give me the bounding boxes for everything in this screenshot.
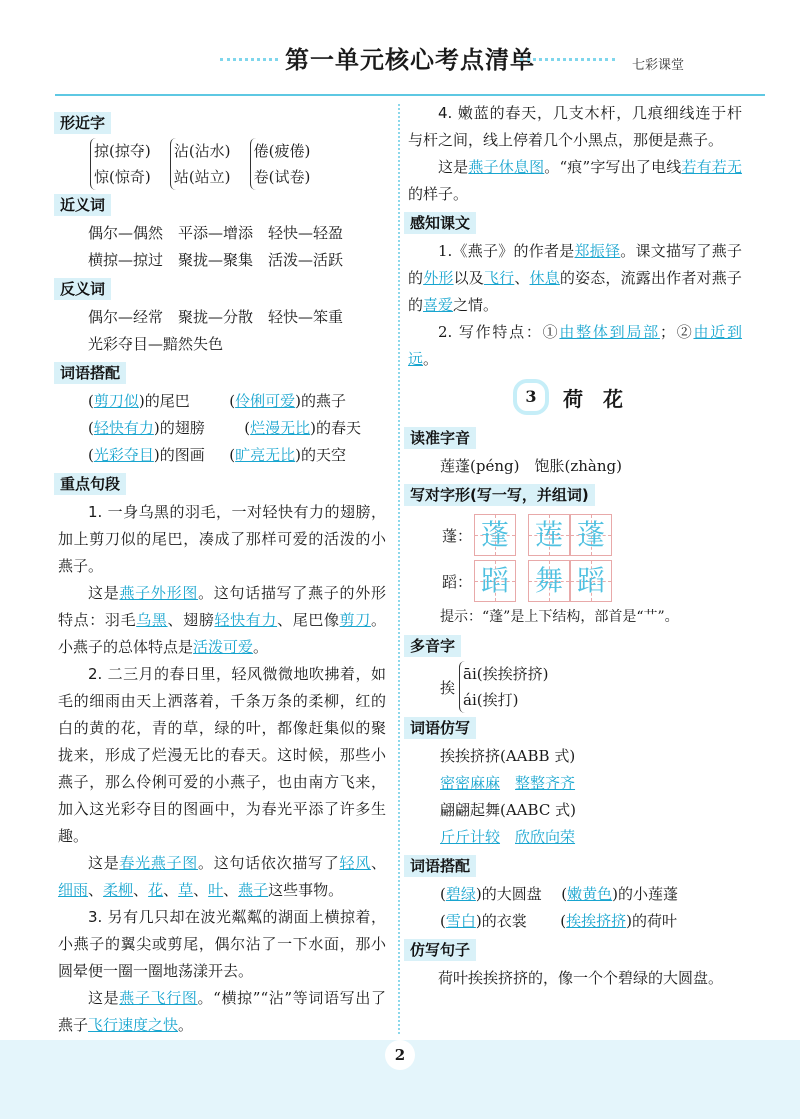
grid-label: 蹈： [442,572,473,591]
answer: 碧绿 [445,885,476,903]
answer: 剪刀似 [93,392,139,410]
answer: 燕子 [238,881,269,899]
pattern-answers [408,824,742,851]
collocation-row: (碧绿)的大圆盘 (嫩黄色)的小莲蓬 [440,885,679,903]
collocation-row: (光彩夺目)的图画 (旷亮无比)的天空 [88,446,347,464]
answer: 外形 [423,269,454,287]
answer: 燕子外形图 [119,584,199,602]
answer: 雪白 [445,912,476,930]
analysis: 这是燕子休息图。“痕”字写出了电线若有若无的样子。 [408,158,742,203]
char-pair [90,138,151,190]
answer: 整整齐齐 [515,774,576,792]
answer: 剪刀 [339,611,371,629]
left-column [58,108,386,1039]
lesson-heading [513,379,742,415]
brand-label: 七彩课堂 [632,58,685,73]
answer: 轻快有力 [93,419,154,437]
char-item: 卷(试卷) [253,168,311,186]
section-title: 重点句段 [54,473,126,495]
right-column [408,100,742,992]
char-item: 掠(掠夺) [94,142,151,160]
answer: 休息 [529,269,560,287]
answer: 燕子飞行图 [119,989,198,1007]
section-title: 仿写句子 [404,939,476,961]
writing-box: 蓬 [570,514,612,556]
collocation-row: (轻快有力)的翅膀 (烂漫无比)的春天 [88,419,362,437]
analysis: 这是燕子外形图。这句话描写了燕子的外形特点：羽毛乌黑、翅膀轻快有力、尾巴像剪刀。小燕子的总体特点是活泼可爱。 [58,584,386,656]
answer: 花 [148,881,164,899]
section-title: 词语搭配 [54,362,126,384]
answer: 轻快有力 [214,611,278,629]
answer: 伶俐可爱 [235,392,296,410]
answer: 郑振铎 [574,242,621,260]
section-title: 多音字 [404,635,461,657]
polyphone-readings [459,661,548,713]
analysis: 1.《燕子》的作者是郑振铎。课文描写了燕子的外形以及飞行、休息的姿态，流露出作者对燕子的喜爱之情。 [408,242,742,314]
answer: 叶 [208,881,224,899]
answer: 柔柳 [103,881,134,899]
writing-box: 莲 [528,514,570,556]
writing-box: 蹈 [474,560,516,602]
answer: 旷亮无比 [235,446,296,464]
answer: 由整体到局部 [559,323,660,341]
answer: 若有若无 [681,158,742,176]
answer: 飞行速度之快 [88,1016,179,1034]
pattern-answers [408,770,742,797]
analysis: 这是燕子飞行图。“横掠”“沾”等词语写出了燕子飞行速度之快。 [58,989,386,1034]
similar-char-groups [90,138,386,190]
lesson-title: 荷 花 [563,386,623,411]
char-item: 沾(沾水) [173,142,231,160]
collocation-row: (剪刀似)的尾巴 (伶俐可爱)的燕子 [88,392,347,410]
analysis: 2. 写作特点：①由整体到局部；②由近到远。 [408,323,742,368]
antonym-row: 光彩夺目—黯然失色 [88,335,224,353]
header-dots-right [520,58,615,65]
writing-grid-row [410,560,742,602]
answer: 春光燕子图 [119,854,199,872]
header-rule [55,94,765,96]
key-sentence: 3. 另有几只却在波光粼粼的湖面上横掠着，小燕子的翼尖或剪尾，偶尔沾了一下水面，那小圆晕便一圈一圈地荡漾开去。 [58,908,386,980]
key-sentence: 1. 一身乌黑的羽毛，一对轻快有力的翅膀，加上剪刀似的尾巴，凑成了那样可爱的活泼的小燕子。 [58,503,386,575]
polyphone-group [408,661,742,713]
answer: 光彩夺目 [93,446,154,464]
reading: āi(挨挨挤挤) [463,665,549,683]
grid-label: 蓬： [442,526,473,545]
answer: 细雨 [58,881,89,899]
answer: 草 [178,881,194,899]
antonym-row: 偶尔—经常 聚拢—分散 轻快—笨重 [88,308,344,326]
answer: 轻风 [339,854,371,872]
writing-box: 舞 [528,560,570,602]
char-item: 惊(惊奇) [94,168,151,186]
answer: 密密麻麻 [440,774,501,792]
char-item: 倦(疲倦) [253,142,311,160]
char-pair [250,138,311,190]
analysis: 这是春光燕子图。这句话依次描写了轻风、细雨、柔柳、花、草、叶、燕子这些事物。 [58,854,386,899]
pinyin-word: 饱胀(zhàng) [534,457,622,475]
page-number: 2 [385,1040,415,1070]
char-item: 站(站立) [173,168,231,186]
answer: 斤斤计较 [440,828,501,846]
lesson-number: 3 [513,379,549,415]
pinyin-word: 莲蓬(péng) [440,457,520,475]
writing-box: 蓬 [474,514,516,556]
section-title: 感知课文 [404,212,476,234]
answer: 欣欣向荣 [515,828,576,846]
key-sentence: 4. 嫩蓝的春天，几支木杆，几痕细线连于杆与杆之间，线上停着几个小黑点，那便是燕子。 [408,104,742,149]
section-title: 读准字音 [404,427,476,449]
answer: 乌黑 [136,611,168,629]
polyphone-char: 挨 [440,678,456,697]
section-title: 写对字形(写一写，并组词) [404,484,595,506]
answer: 喜爱 [423,296,454,314]
section-title: 反义词 [54,278,111,300]
answer: 由近到远 [408,323,742,368]
collocation-row: (雪白)的衣裳 (挨挨挤挤)的荷叶 [440,912,678,930]
writing-grid-row [410,514,742,556]
synonym-row: 横掠—掠过 聚拢—聚集 活泼—活跃 [88,251,344,269]
answer: 烂漫无比 [250,419,311,437]
char-pair [170,138,231,190]
section-title: 形近字 [54,112,111,134]
synonym-row: 偶尔—偶然 平添—增添 轻快—轻盈 [88,224,344,242]
header-dots-left [220,58,278,65]
section-title: 近义词 [54,194,111,216]
key-sentence: 2. 二三月的春日里，轻风微微地吹拂着，如毛的细雨由天上洒落着，千条万条的柔柳，红的白的黄的花，青的草，绿的叶，都像赶集似的聚拢来，形成了烂漫无比的春天。这时候，那些小燕子，那么伶俐可爱的小燕子，也由南方飞来，加入这光彩夺目的图画中，为春光平添了许多生趣。 [58,665,386,845]
pronunciation-row [408,453,742,480]
answer: 飞行 [483,269,515,287]
answer: 挨挨挤挤 [566,912,627,930]
answer: 燕子休息图 [468,158,545,176]
pattern-label: 翩翩起舞(AABC 式) [440,801,576,819]
section-title: 词语仿写 [404,717,476,739]
writing-box: 蹈 [570,560,612,602]
reading: ái(挨打) [463,691,519,709]
page-title: 第一单元核心考点清单 [285,46,535,74]
answer: 嫩黄色 [567,885,613,903]
pattern-label: 挨挨挤挤(AABB 式) [440,747,576,765]
model-sentence: 荷叶挨挨挤挤的，像一个个碧绿的大圆盘。 [438,969,724,987]
column-divider [398,104,400,1034]
hint-text: 提示：“蓬”是上下结构，部首是“艹”。 [440,609,679,625]
section-title: 词语搭配 [404,855,476,877]
answer: 活泼可爱 [193,638,254,656]
